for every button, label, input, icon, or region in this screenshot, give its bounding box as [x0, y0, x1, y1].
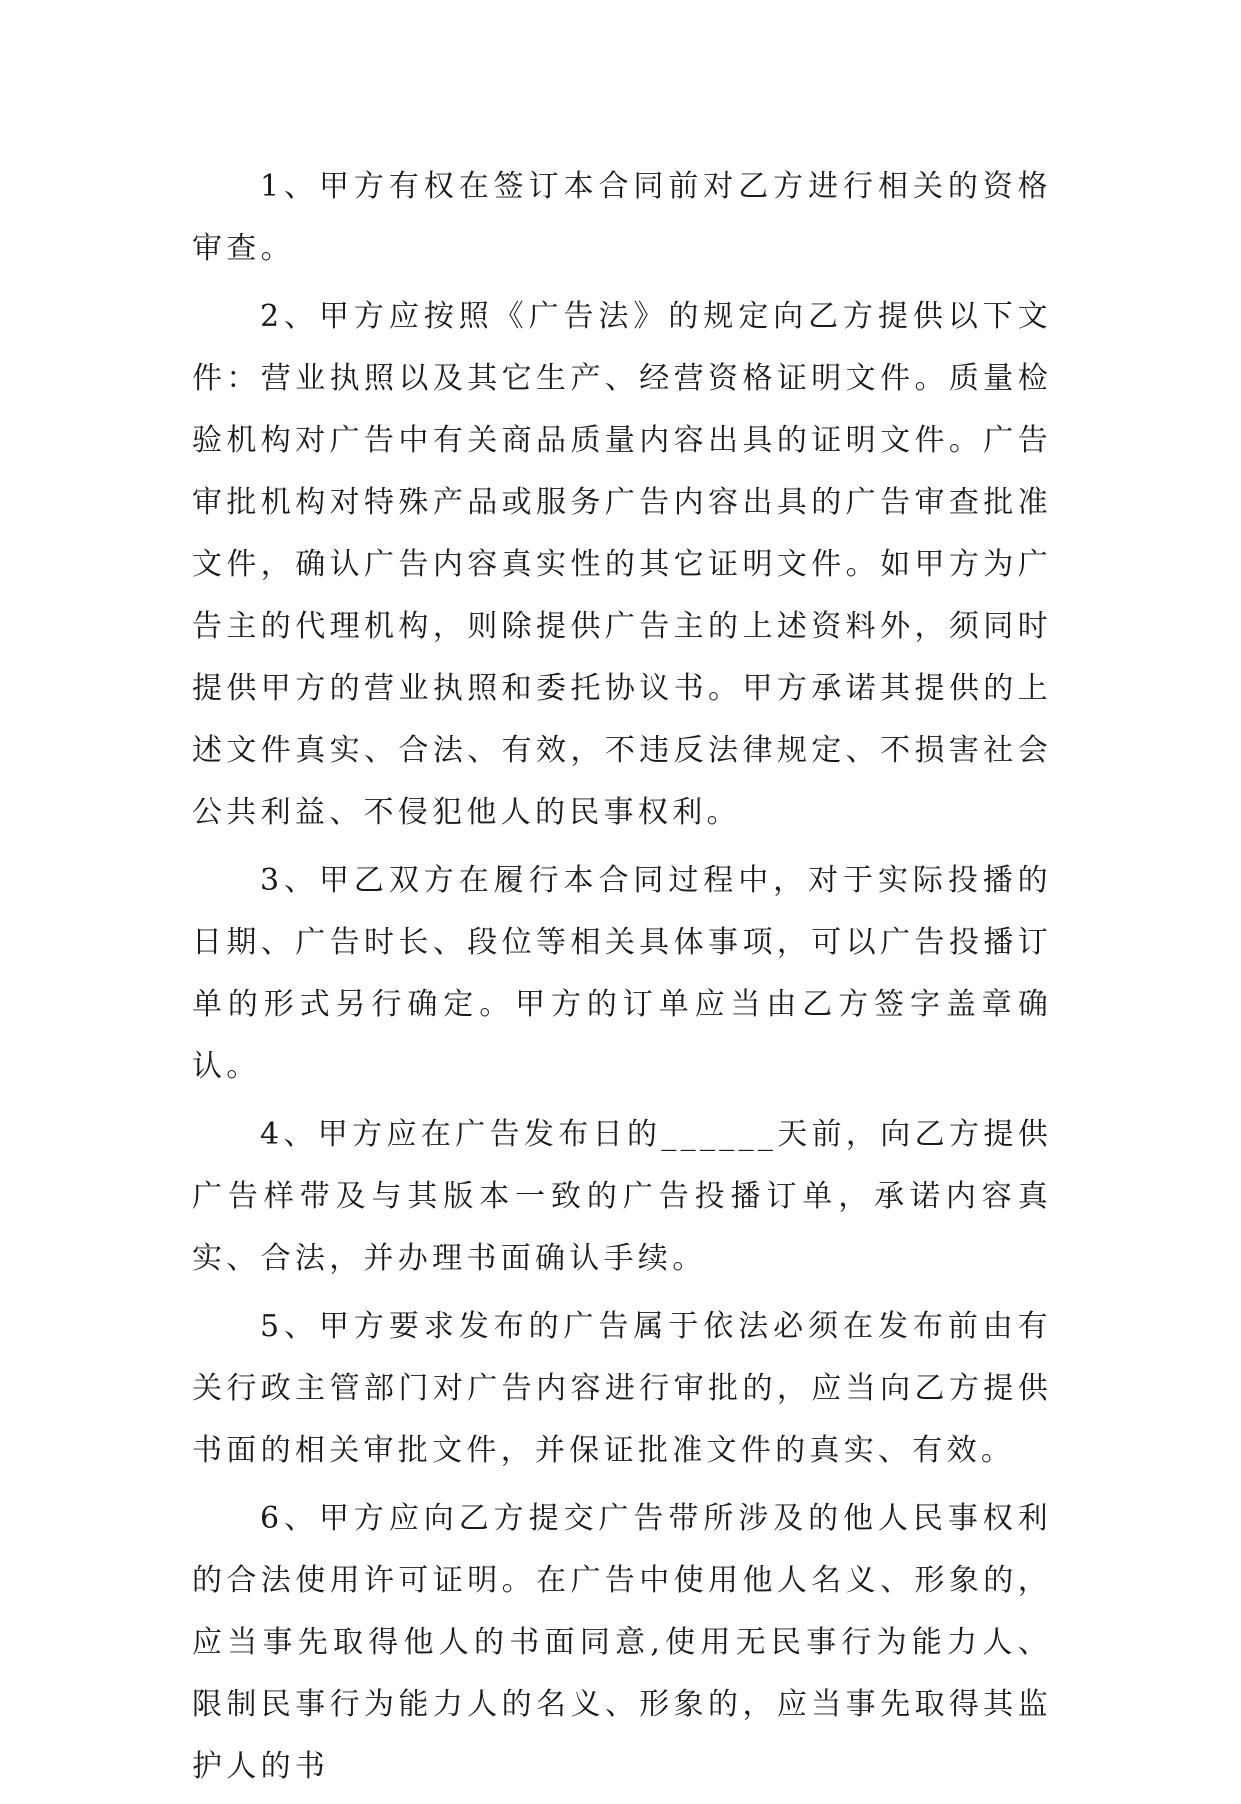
clause-2-paragraph: 2、甲方应按照《广告法》的规定向乙方提供以下文件：营业执照以及其它生产、经营资格证明文件。质量检验机构对广告中有关商品质量内容出具的证明文件。广告审批机构对特殊产品或服务广告内容出具的广告审查批准文件，确认广告内容真实性的其它证明文件。如甲方为广告主的代理机构，则除提供广告主的上述资料外，须同时提供甲方的营业执照和委托协议书。甲方承诺其提供的上述文件真实、合法、有效，不违反法律规定、不损害社会公共利益、不侵犯他人的民事权利。 [192, 299, 1052, 830]
clause-4-paragraph: 4、甲方应在广告发布日的______天前，向乙方提供广告样带及与其版本一致的广告投播订单，承诺内容真实、合法，并办理书面确认手续。 [192, 1117, 1052, 1276]
clause-5-paragraph: 5、甲方要求发布的广告属于依法必须在发布前由有关行政主管部门对广告内容进行审批的，应当向乙方提供书面的相关审批文件，并保证批准文件的真实、有效。 [192, 1309, 1052, 1468]
clause-1-paragraph: 1、甲方有权在签订本合同前对乙方进行相关的资格审查。 [192, 169, 1052, 266]
clause-6-paragraph: 6、甲方应向乙方提交广告带所涉及的他人民事权利的合法使用许可证明。在广告中使用他人名义、形象的，应当事先取得他人的书面同意,使用无民事行为能力人、限制民事行为能力人的名义、形象的，应当事先取得其监护人的书 [192, 1501, 1052, 1784]
document-body [192, 156, 1052, 1804]
clause-3-paragraph: 3、甲乙双方在履行本合同过程中，对于实际投播的日期、广告时长、段位等相关具体事项，可以广告投播订单的形式另行确定。甲方的订单应当由乙方签字盖章确认。 [192, 863, 1052, 1084]
